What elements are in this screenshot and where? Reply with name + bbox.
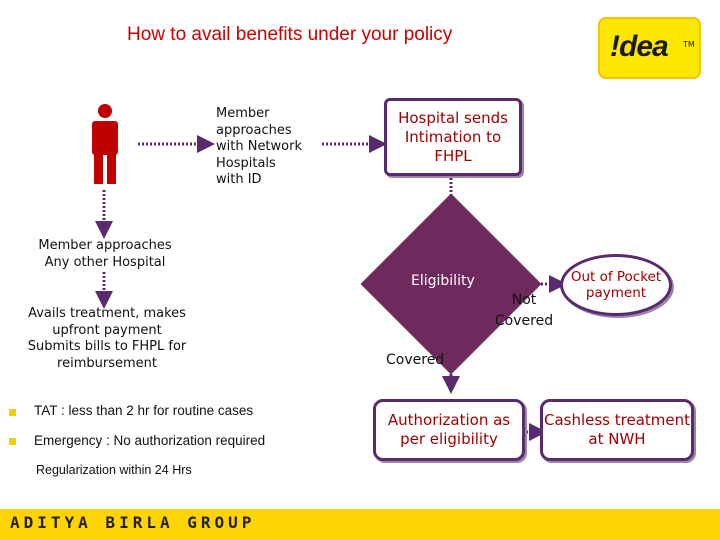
out-of-pocket-node: Out of Pocket payment <box>560 254 672 316</box>
bullet-icon <box>9 409 16 416</box>
cashless-box: Cashless treatment at NWH <box>540 399 694 461</box>
eligibility-label: Eligibility <box>411 273 475 289</box>
footer-brand: ADITYA BIRLA GROUP <box>10 513 256 532</box>
idea-logo-text: !dea <box>610 30 668 63</box>
hospital-sends-box: Hospital sends Intimation to FHPL <box>384 98 522 176</box>
idea-logo-tm: TM <box>683 40 695 49</box>
member-network-text: Member approaches with Network Hospitals with ID <box>216 106 302 187</box>
page-title: How to avail benefits under your policy <box>127 24 453 45</box>
bullet-icon <box>9 438 16 445</box>
covered-label: Covered <box>386 352 445 368</box>
regularization-note: Regularization within 24 Hrs <box>36 463 192 477</box>
member-other-text: Member approaches Any other Hospital <box>38 238 172 270</box>
not-covered-label: Not Covered <box>494 292 554 329</box>
emergency-note: Emergency : No authorization required <box>34 433 266 448</box>
authorization-box: Authorization as per eligibility <box>373 399 525 461</box>
tat-note: TAT : less than 2 hr for routine cases <box>34 403 254 418</box>
avails-treatment-text: Avails treatment, makes upfront payment Submits bills to FHPL for reimbursement <box>27 306 187 371</box>
